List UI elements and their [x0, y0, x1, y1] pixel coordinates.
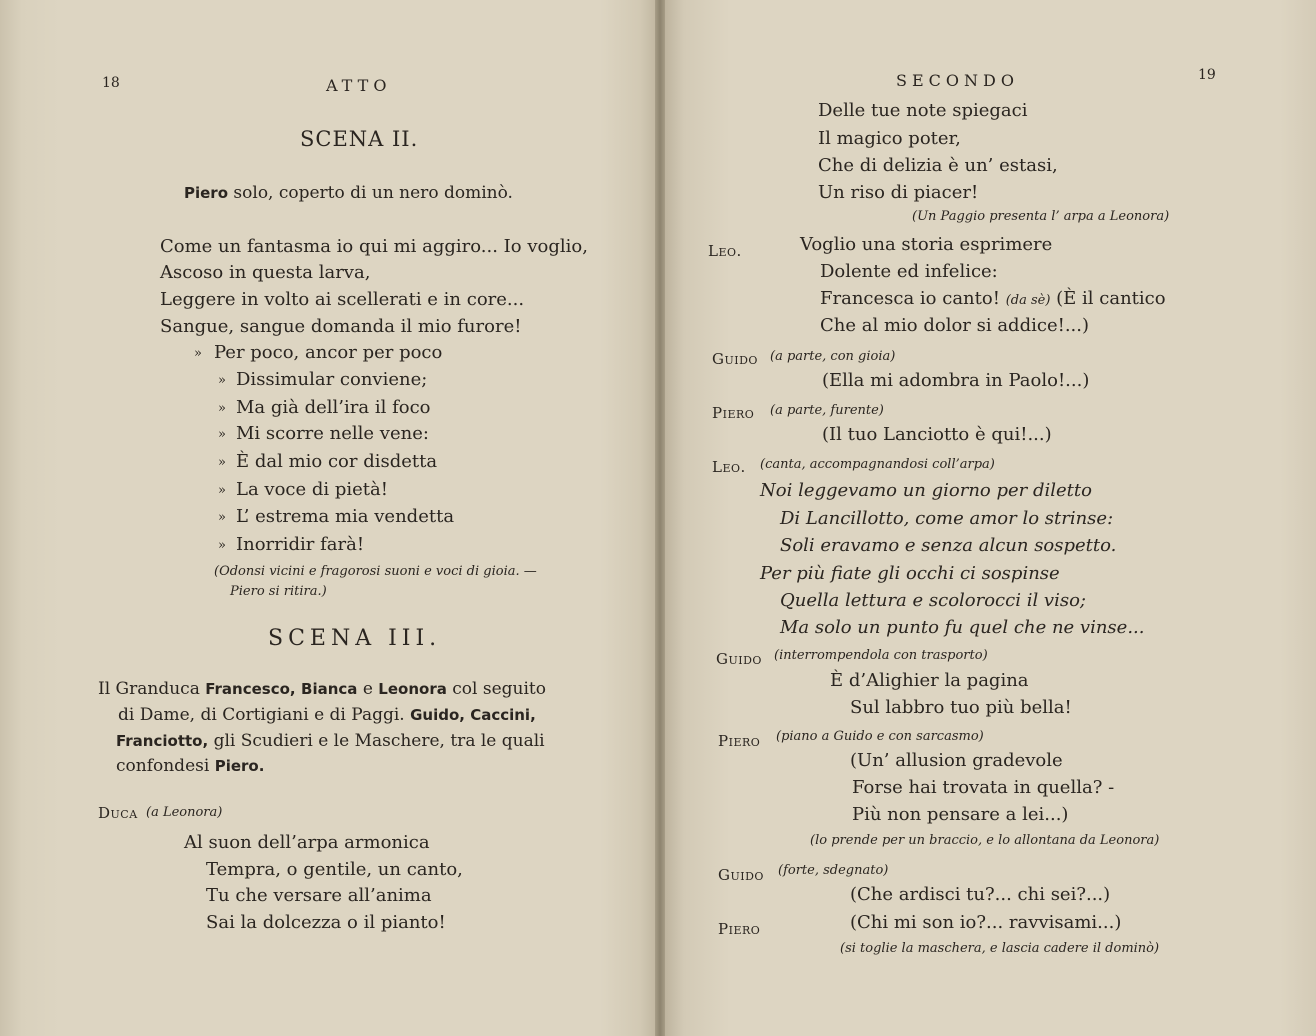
verse-line: Forse hai trovata in quella? - — [852, 777, 1115, 798]
stage-direction: (si toglie la maschera, e lascia cadere il dominò) — [840, 941, 1160, 956]
speaker-name: Duca — [98, 804, 138, 822]
verse-line: Inorridir farà! — [236, 534, 365, 555]
verse-line: Il magico poter, — [818, 128, 961, 149]
scene-title: SCENA III. — [268, 626, 442, 651]
stage-direction: (canta, accompagnandosi coll’arpa) — [760, 457, 995, 472]
stage-direction: Piero si ritira.) — [230, 584, 327, 599]
running-header: ATTO — [326, 76, 392, 95]
verse-line: Per poco, ancor per poco — [214, 342, 443, 363]
stage-direction: (piano a Guido e con sarcasmo) — [776, 729, 984, 744]
scene-description-line — [118, 704, 536, 726]
verse-line: (Che ardisci tu?... chi sei?...) — [850, 884, 1111, 905]
verse-line: Dissimular conviene; — [236, 369, 428, 390]
description-text: solo, coperto di un nero dominò. — [228, 183, 513, 203]
verse-line: Sul labbro tuo più bella! — [850, 697, 1072, 718]
speaker-name: Leo. — [708, 242, 742, 260]
speaker-name: Piero — [718, 920, 761, 938]
speaker-name: Guido — [718, 866, 764, 884]
quote-mark: » — [218, 483, 226, 498]
stage-direction: (interrompendola con trasporto) — [774, 648, 988, 663]
quote-mark: » — [218, 538, 226, 553]
verse-text: Francesca io canto! — [820, 288, 1000, 309]
speaker-name: Guido — [716, 650, 762, 668]
description-text: confondesi — [116, 756, 215, 776]
book-gutter — [655, 0, 665, 1036]
verse-line: L’ estrema mia vendetta — [236, 506, 455, 527]
page-number: 18 — [102, 75, 120, 91]
verse-line: Delle tue note spiegaci — [818, 100, 1028, 121]
quote-mark: » — [218, 373, 226, 388]
verse-line: Ascoso in questa larva, — [160, 262, 371, 283]
verse-line: Che di delizia è un’ estasi, — [818, 155, 1058, 176]
verse-line: (Ella mi adombra in Paolo!...) — [822, 370, 1090, 391]
verse-line: (Un’ allusion gradevole — [850, 750, 1063, 771]
character-name: Leonora — [378, 680, 447, 698]
verse-line: Ma già dell’ira il foco — [236, 397, 431, 418]
quote-mark: » — [218, 427, 226, 442]
quoted-verse: Per più fiate gli occhi ci sospinse — [760, 563, 1060, 584]
stage-direction: (a parte, con gioia) — [770, 349, 896, 364]
speaker-name: Leo. — [712, 458, 746, 476]
description-text: e — [357, 679, 379, 699]
verse-line: Al suon dell’arpa armonica — [184, 832, 430, 853]
verse-line — [820, 288, 1166, 312]
stage-direction: (Un Paggio presenta l’ arpa a Leonora) — [912, 209, 1170, 224]
description-text: col seguito — [446, 679, 546, 699]
quoted-verse: Soli eravamo e senza alcun sospetto. — [780, 535, 1117, 556]
verse-text: (È il cantico — [1056, 288, 1166, 309]
character-name: Guido, Caccini, — [410, 706, 536, 724]
verse-line: Voglio una storia esprimere — [800, 234, 1053, 255]
quoted-verse: Noi leggevamo un giorno per diletto — [760, 480, 1092, 501]
character-name: Piero — [184, 184, 229, 202]
verse-line: La voce di pietà! — [236, 479, 388, 500]
stage-direction: (lo prende per un braccio, e lo allontana da Leonora) — [810, 833, 1160, 848]
verse-line: È dal mio cor disdetta — [236, 451, 438, 472]
description-text: di Dame, di Cortigiani e di Paggi. — [118, 705, 405, 725]
verse-line: È d’Alighier la pagina — [830, 670, 1029, 691]
description-text: gli Scudieri e le Maschere, tra le quali — [208, 731, 545, 751]
speaker-name: Piero — [718, 732, 761, 750]
character-name: Bianca — [301, 680, 358, 698]
verse-line: Tu che versare all’anima — [206, 885, 432, 906]
stage-direction: (forte, sdegnato) — [778, 863, 889, 878]
page-number: 19 — [1198, 67, 1216, 83]
verse-line: (Chi mi son io?... ravvisami...) — [850, 912, 1122, 933]
speaker-name: Piero — [712, 404, 755, 422]
scene-description-line — [116, 755, 264, 777]
quote-mark: » — [218, 401, 226, 416]
character-name: Franciotto, — [116, 732, 209, 750]
verse-line: Dolente ed infelice: — [820, 261, 998, 282]
scene-title: SCENA II. — [300, 127, 419, 151]
scene-description-line — [98, 678, 546, 700]
character-name: Francesco, — [205, 680, 296, 698]
speaker-name: Guido — [712, 350, 758, 368]
quote-mark: » — [218, 455, 226, 470]
quoted-verse: Di Lancillotto, come amor lo strinse: — [780, 508, 1114, 529]
description-text: Il Granduca — [98, 679, 206, 699]
running-header: SECONDO — [896, 71, 1019, 90]
quote-mark: » — [194, 346, 202, 361]
stage-direction: (da sè) — [1005, 293, 1051, 308]
right-page — [660, 0, 1316, 1036]
quoted-verse: Ma solo un punto fu quel che ne vinse... — [780, 617, 1145, 638]
verse-line: Leggere in volto ai scellerati e in core... — [160, 289, 525, 310]
quoted-verse: Quella lettura e scolorocci il viso; — [780, 590, 1086, 611]
character-name: Piero. — [214, 757, 265, 775]
verse-line: Mi scorre nelle vene: — [236, 423, 429, 444]
verse-line: Come un fantasma io qui mi aggiro... Io voglio, — [160, 236, 588, 257]
verse-line: (Il tuo Lanciotto è qui!...) — [822, 424, 1052, 445]
verse-line: Più non pensare a lei...) — [852, 804, 1069, 825]
verse-line: Sangue, sangue domanda il mio furore! — [160, 316, 522, 337]
verse-line: Che al mio dolor si addice!...) — [820, 315, 1090, 336]
scene-description — [184, 182, 513, 204]
quote-mark: » — [218, 510, 226, 525]
scene-description-line — [116, 730, 545, 752]
stage-direction: (a parte, furente) — [770, 403, 884, 418]
verse-line: Tempra, o gentile, un canto, — [206, 859, 463, 880]
stage-direction: (a Leonora) — [146, 805, 223, 820]
verse-line: Sai la dolcezza o il pianto! — [206, 912, 446, 933]
stage-direction: (Odonsi vicini e fragorosi suoni e voci di gioia. — — [214, 564, 537, 579]
verse-line: Un riso di piacer! — [818, 182, 979, 203]
